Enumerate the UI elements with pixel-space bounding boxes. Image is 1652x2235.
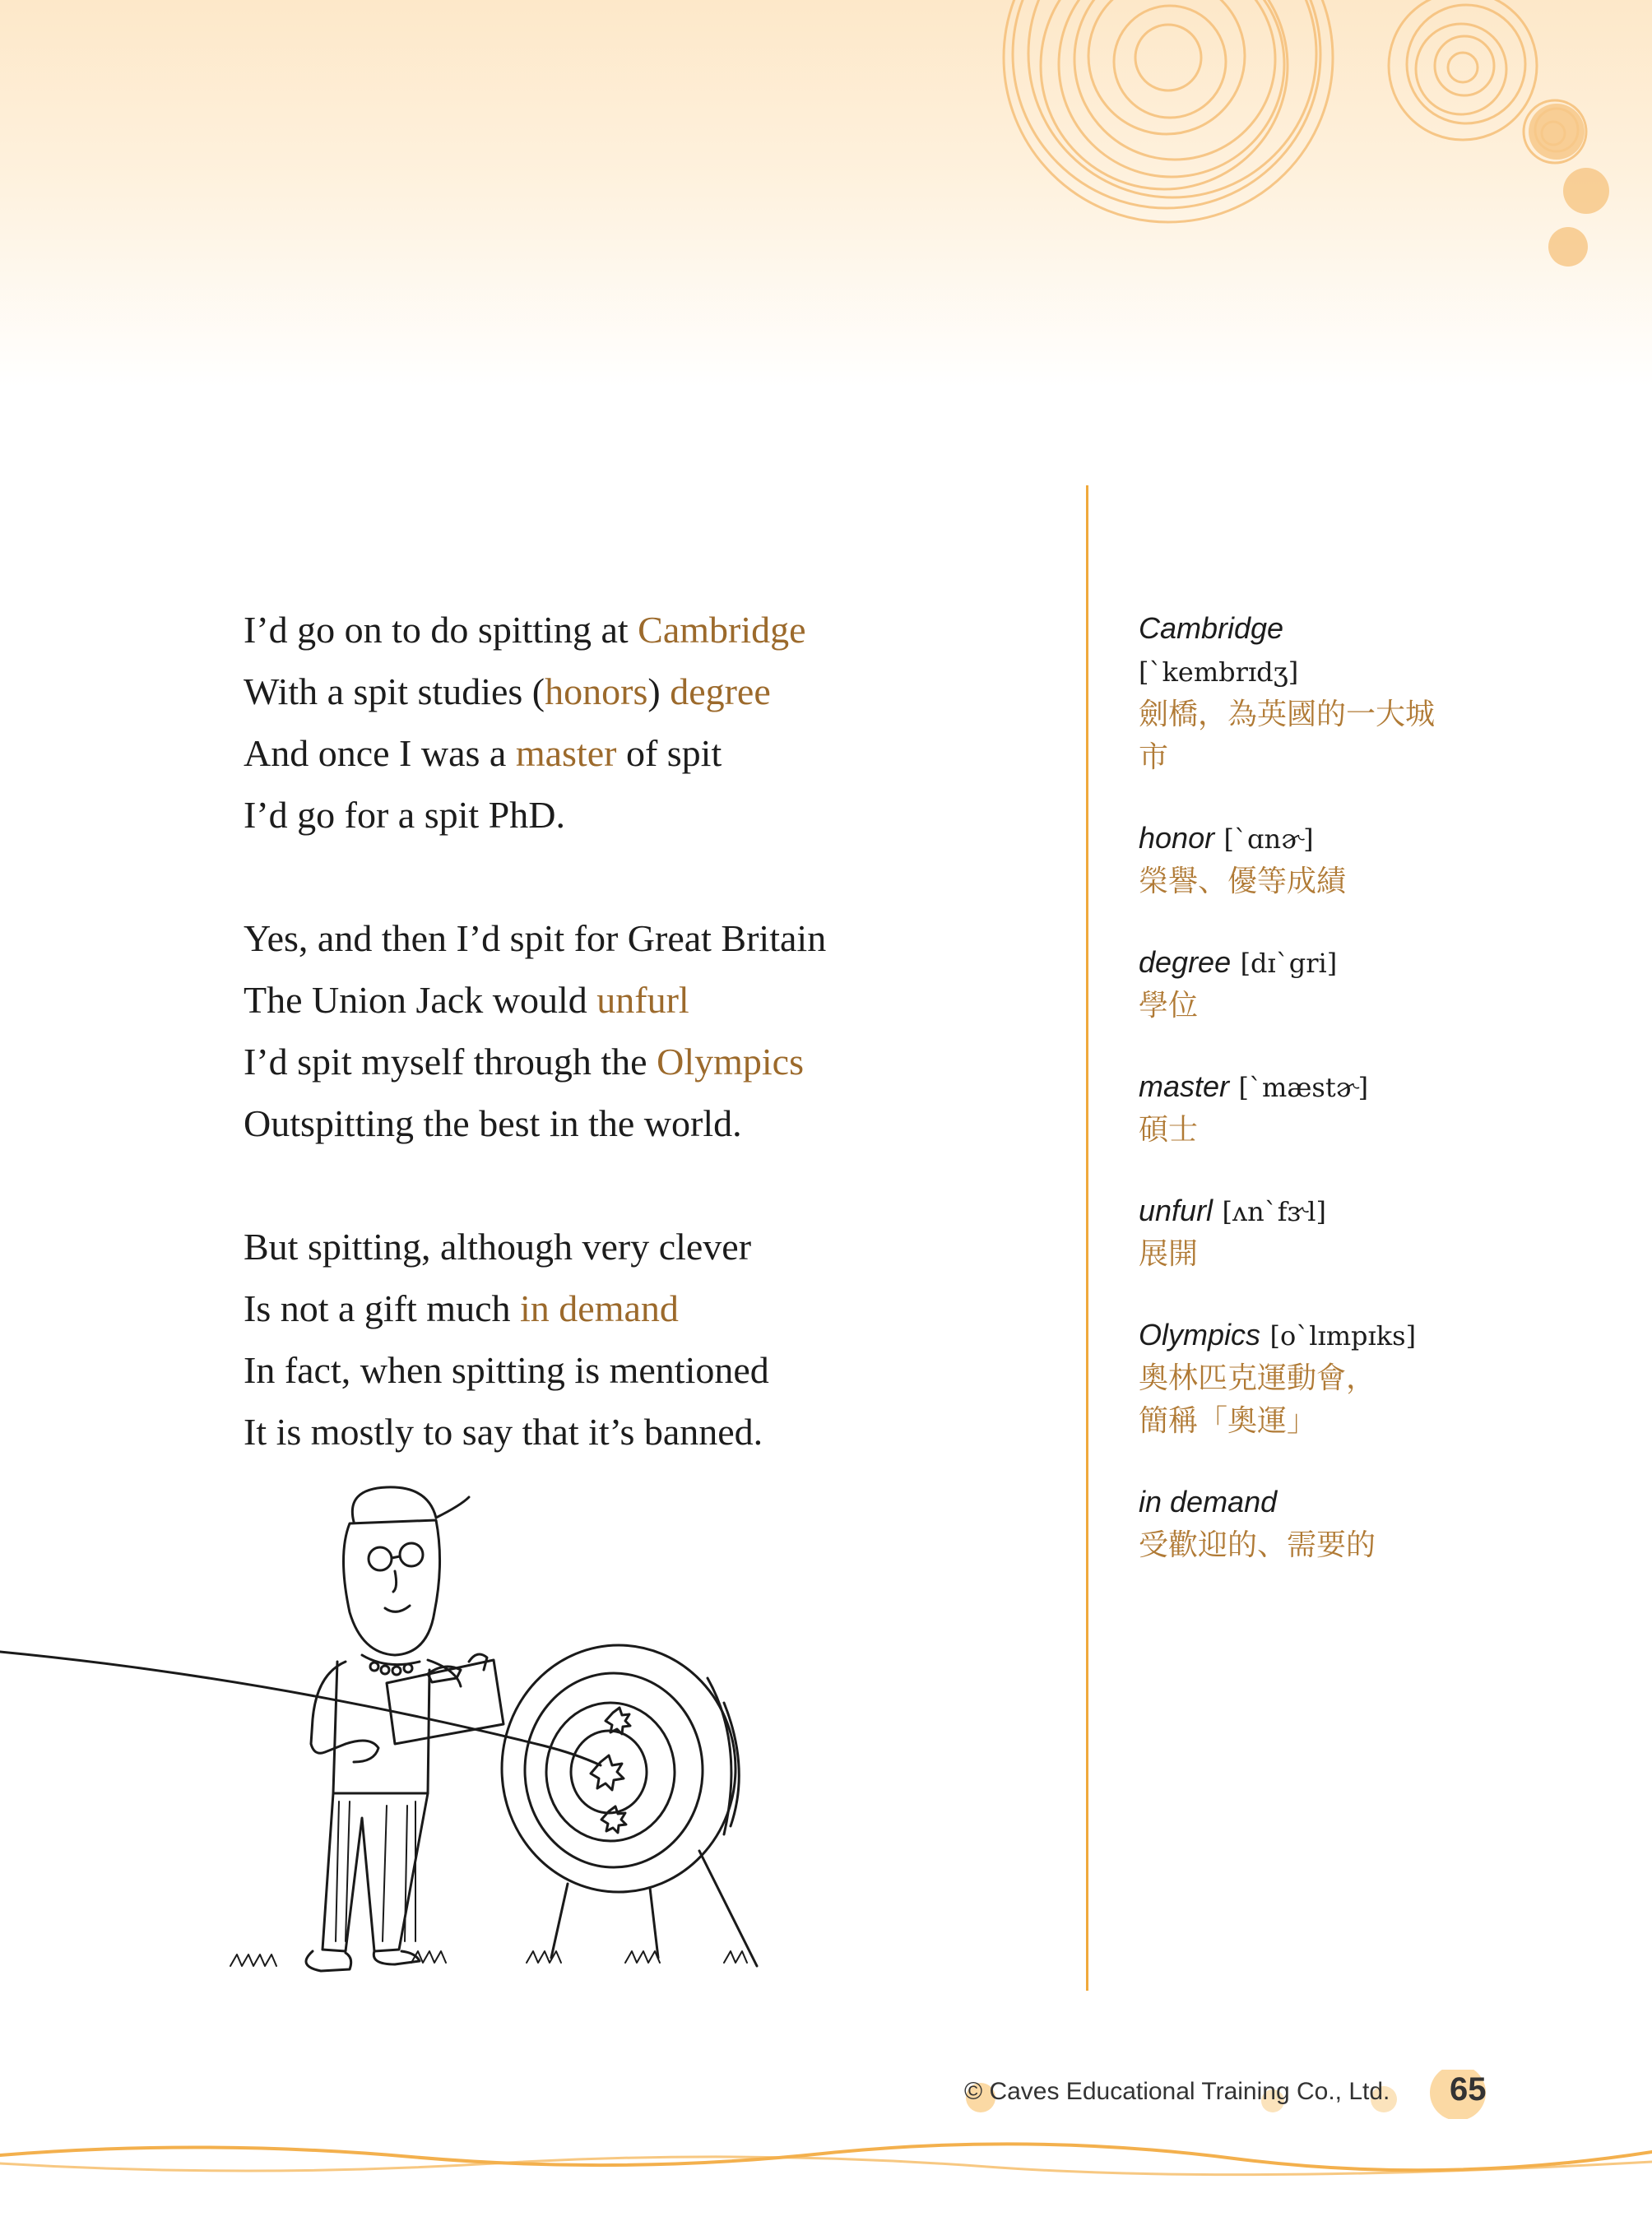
glossary-ipa: [oˋlɪmpɪks]: [1269, 1320, 1417, 1352]
vocab-highlight: degree: [670, 670, 771, 712]
vocab-highlight: master: [515, 732, 617, 774]
page-number: 65: [1450, 2071, 1487, 2107]
glossary-translation: 學位: [1139, 989, 1199, 1022]
vocab-highlight: honors: [545, 670, 648, 712]
left-arm: [311, 1662, 346, 1753]
glossary-translation: 展開: [1139, 1237, 1199, 1271]
torso: [333, 1662, 429, 1793]
left-shoe: [306, 1951, 351, 1971]
glossary-entry-unfurl: [1139, 1189, 1599, 1276]
glossary-translation: 簡稱「奧運」: [1139, 1404, 1317, 1438]
head: [344, 1520, 440, 1655]
vocab-highlight: Cambridge: [638, 609, 806, 651]
glossary-translation: 劍橋，為英國的一大城: [1139, 698, 1436, 731]
vocab-highlight: in demand: [520, 1287, 679, 1329]
target-edge: [708, 1678, 731, 1834]
glossary-entry-cambridge: [1139, 607, 1599, 779]
glossary-translation: 市: [1139, 740, 1169, 774]
glossary-translation: 碩士: [1139, 1113, 1199, 1147]
footer-wave-decoration: [0, 2131, 1652, 2196]
glossary-entry-in-demand: [1139, 1481, 1599, 1567]
poem-line: I’d go for a spit PhD.: [244, 794, 565, 836]
target-leg-back: [699, 1851, 757, 1966]
target-leg-right: [650, 1888, 658, 1958]
spit-splat-center: [591, 1755, 624, 1790]
glossary-entry-olympics: [1139, 1314, 1599, 1443]
glossary-ipa: [dɪˋgri]: [1240, 948, 1338, 979]
poem-line: Is not a gift much in demand: [244, 1287, 679, 1329]
grass-right: [527, 1951, 561, 1963]
glossary: [1139, 607, 1599, 1605]
vocab-highlight: unfurl: [596, 979, 689, 1021]
spitting-man-target-illustration: [0, 1472, 790, 2007]
hand: [346, 1741, 378, 1762]
glossary-translation: 奧林匹克運動會，: [1139, 1361, 1376, 1395]
stanza-1: [244, 599, 1066, 846]
glossary-term: unfurl: [1139, 1194, 1213, 1227]
stanza-3: [244, 1216, 1066, 1463]
target-leg-left: [551, 1884, 568, 1958]
cap: [352, 1487, 469, 1522]
poem-line: I’d go on to do spitting at Cambridge: [244, 609, 806, 651]
glossary-ipa: [ˋkembrɪdʒ]: [1139, 656, 1299, 688]
column-divider: [1086, 485, 1088, 1991]
poem-line: Outspitting the best in the world.: [244, 1102, 742, 1144]
glossary-term: degree: [1139, 945, 1232, 979]
poem-line: But spitting, although very clever: [244, 1226, 752, 1268]
page-footer: [964, 2070, 1499, 2119]
glossary-term: Cambridge: [1139, 611, 1284, 645]
glossary-term: in demand: [1139, 1485, 1278, 1519]
grass-left: [230, 1954, 276, 1966]
poem-line: In fact, when spitting is mentioned: [244, 1349, 769, 1391]
glossary-entry-degree: [1139, 941, 1599, 1027]
glossary-entry-master: [1139, 1065, 1599, 1152]
glossary-term: master: [1139, 1069, 1230, 1103]
glossary-ipa: [ˋɑnɚ]: [1223, 823, 1314, 855]
poem: [244, 599, 1066, 1524]
stanza-2: [244, 907, 1066, 1154]
glossary-term: honor: [1139, 821, 1215, 855]
poem-line: It is mostly to say that it’s banned.: [244, 1411, 763, 1453]
poem-line: Yes, and then I’d spit for Great Britain: [244, 917, 827, 959]
vocab-highlight: Olympics: [657, 1041, 804, 1083]
glossary-ipa: [ˋmæstɚ]: [1238, 1072, 1369, 1103]
poem-line: I’d spit myself through the Olympics: [244, 1041, 804, 1083]
glossary-ipa: [ʌnˋfɝl]: [1222, 1196, 1326, 1227]
scribble-circles-decoration: [0, 0, 1652, 387]
glossary-term: Olympics: [1139, 1318, 1261, 1352]
glossary-translation: 受歡迎的、需要的: [1139, 1528, 1376, 1562]
right-shoe: [374, 1951, 420, 1964]
spit-trajectory-line: [0, 1652, 601, 1765]
copyright-text: © Caves Educational Training Co., Ltd.: [964, 2078, 1390, 2105]
poem-line: With a spit studies (honors) degree: [244, 670, 771, 712]
poem-line: The Union Jack would unfurl: [244, 979, 689, 1021]
glossary-entry-honor: [1139, 817, 1599, 903]
glossary-translation: 榮譽、優等成績: [1139, 865, 1347, 898]
poem-line: And once I was a master of spit: [244, 732, 722, 774]
